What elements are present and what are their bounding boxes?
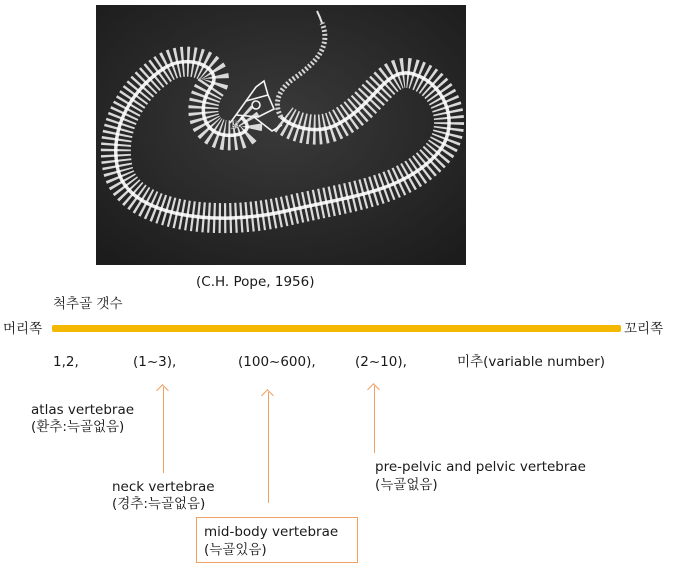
count-caudal: 미추(variable number) [457,354,606,370]
count-atlas: 1,2, [53,354,79,370]
vertebral-axis-bar [52,325,621,332]
atlas-note: (환추:늑골없음) [31,419,125,435]
count-neck: (1~3), [133,354,177,370]
mid-note: (늑골있음) [204,542,267,558]
pelvic-name: pre-pelvic and pelvic vertebrae [375,459,586,475]
mid-name: mid-body vertebrae [204,524,339,540]
snake-skeleton-photo [96,5,466,265]
count-mid-body: (100~600), [238,354,316,370]
figure-title: 척추골 갯수 [53,296,123,312]
neck-note: (경추:늑골없음) [112,496,206,512]
pelvic-arrow [374,386,375,453]
pelvic-note: (늑골없음) [375,477,438,493]
atlas-name: atlas vertebrae [31,402,135,418]
tail-side-label: 꼬리쪽 [624,321,664,337]
neck-arrow [163,387,164,473]
neck-name: neck vertebrae [112,479,215,495]
head-side-label: 머리쪽 [3,321,43,337]
photo-caption: (C.H. Pope, 1956) [196,274,315,290]
snake-skeleton-drawing [96,5,466,265]
mid-body-arrow [268,392,269,503]
mid-body-box [196,517,358,563]
count-pelvic: (2~10), [355,354,407,370]
